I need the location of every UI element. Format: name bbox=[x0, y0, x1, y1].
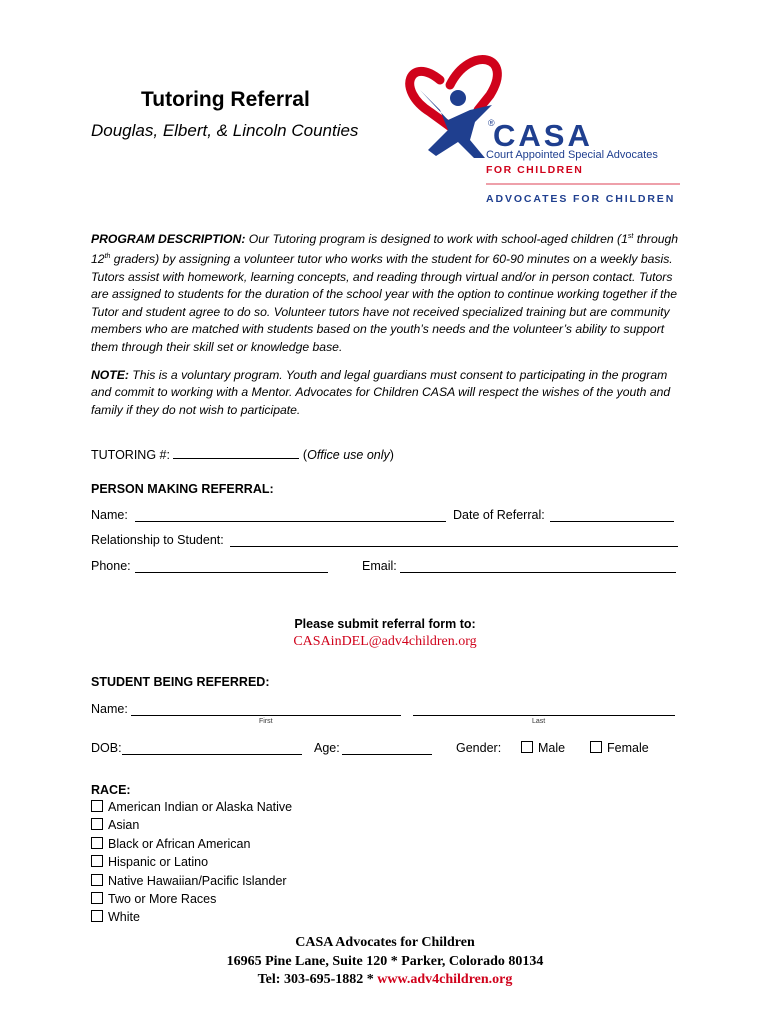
logo-line3: ADVOCATES FOR CHILDREN bbox=[486, 193, 676, 205]
footer-org: CASA Advocates for Children bbox=[295, 935, 475, 950]
race-checkbox[interactable] bbox=[91, 837, 103, 849]
race-checkbox[interactable] bbox=[91, 800, 103, 812]
logo-line1: Court Appointed Special Advocates bbox=[486, 149, 658, 161]
referrer-phone-field[interactable] bbox=[135, 560, 328, 573]
casa-logo-graphic bbox=[400, 50, 690, 210]
tutoring-label: TUTORING #: bbox=[91, 448, 170, 462]
race-checkbox[interactable] bbox=[91, 818, 103, 830]
student-heading: STUDENT BEING REFERRED: bbox=[91, 675, 270, 689]
age-label: Age: bbox=[314, 741, 340, 755]
page-subtitle: Douglas, Elbert, & Lincoln Counties bbox=[91, 121, 359, 140]
race-checkbox[interactable] bbox=[91, 892, 103, 904]
figure-head bbox=[450, 90, 466, 106]
race-option[interactable]: Hispanic or Latino bbox=[91, 855, 292, 873]
referrer-name-field[interactable] bbox=[135, 509, 446, 522]
date-of-referral-field[interactable] bbox=[550, 509, 674, 522]
tutoring-number-row: TUTORING #: (Office use only) bbox=[91, 448, 394, 462]
relationship-field[interactable] bbox=[230, 534, 678, 547]
submit-label: Please submit referral form to: bbox=[294, 617, 476, 631]
registered-mark: ® bbox=[488, 118, 495, 128]
program-description: PROGRAM DESCRIPTION: Our Tutoring program is designed to work with school-aged children (1st through 12th graders) by assigning a volunteer tutor who works with the student for 60-90 minutes on a weekly basis. Tutors assist with homework, learning concepts, and reading through virtual and/or in person contact. Tutors are assigned to students for the duration of the school year with the option to continue working together if the Tutor and student agree to do so. Volunteer tutors have not received specialized training but are community members who are matched with students based on the youth’s needs and the volunteer’s ability to support them through their skill set or knowledge base. bbox=[91, 232, 679, 354]
submit-email-link[interactable]: CASAinDEL@adv4children.org bbox=[293, 634, 477, 649]
tutoring-number-field[interactable] bbox=[173, 446, 299, 459]
referrer-email-field[interactable] bbox=[400, 560, 676, 573]
gender-label: Gender: bbox=[456, 741, 502, 755]
race-checkbox[interactable] bbox=[91, 855, 103, 867]
dob-field[interactable] bbox=[122, 742, 302, 755]
referrer-email-label: Email: bbox=[362, 559, 397, 573]
race-options-list bbox=[91, 800, 292, 929]
race-option[interactable]: Black or African American bbox=[91, 837, 292, 855]
first-name-caption: First bbox=[259, 718, 273, 725]
race-option[interactable]: Native Hawaiian/Pacific Islander bbox=[91, 874, 292, 892]
page-title: Tutoring Referral bbox=[141, 88, 310, 111]
gender-male-option[interactable]: Male bbox=[521, 741, 565, 755]
referrer-phone-label: Phone: bbox=[91, 559, 131, 573]
referrer-name-label: Name: bbox=[91, 508, 128, 522]
race-checkbox[interactable] bbox=[91, 874, 103, 886]
logo-line2: FOR CHILDREN bbox=[486, 164, 584, 176]
note: NOTE: This is a voluntary program. Youth and legal guardians must consent to participating in the program and commit to working with a Mentor. Advocates for Children CASA will respect the wishes of the youth and family if they do not wish to participate. bbox=[91, 368, 671, 417]
race-option[interactable]: Asian bbox=[91, 818, 292, 836]
age-field[interactable] bbox=[342, 742, 432, 755]
gender-female-option[interactable]: Female bbox=[590, 741, 649, 755]
casa-logo bbox=[400, 50, 690, 210]
footer bbox=[0, 934, 770, 990]
race-heading: RACE: bbox=[91, 783, 131, 797]
note-label: NOTE: bbox=[91, 368, 129, 382]
relationship-label: Relationship to Student: bbox=[91, 533, 224, 547]
footer-tel: Tel: 303-695-1882 * bbox=[257, 972, 378, 987]
referrer-heading: PERSON MAKING REFERRAL: bbox=[91, 482, 274, 496]
female-checkbox[interactable] bbox=[590, 741, 602, 753]
office-use-note: Office use only bbox=[307, 448, 390, 462]
race-option[interactable]: Two or More Races bbox=[91, 892, 292, 910]
footer-contact bbox=[0, 971, 770, 990]
footer-website-link[interactable]: www.adv4children.org bbox=[377, 972, 513, 987]
male-checkbox[interactable] bbox=[521, 741, 533, 753]
student-last-name-field[interactable] bbox=[413, 703, 675, 716]
race-option[interactable]: White bbox=[91, 910, 292, 928]
logo-name: CASA bbox=[493, 118, 593, 153]
last-name-caption: Last bbox=[532, 718, 546, 725]
student-name-label: Name: bbox=[91, 702, 128, 716]
footer-address: 16965 Pine Lane, Suite 120 * Parker, Colorado 80134 bbox=[226, 953, 544, 969]
student-first-name-field[interactable] bbox=[131, 703, 401, 716]
program-label: PROGRAM DESCRIPTION: bbox=[91, 232, 246, 247]
race-option[interactable]: American Indian or Alaska Native bbox=[91, 800, 292, 818]
date-of-referral-label: Date of Referral: bbox=[453, 508, 545, 522]
dob-label: DOB: bbox=[91, 741, 122, 755]
race-checkbox[interactable] bbox=[91, 910, 103, 922]
